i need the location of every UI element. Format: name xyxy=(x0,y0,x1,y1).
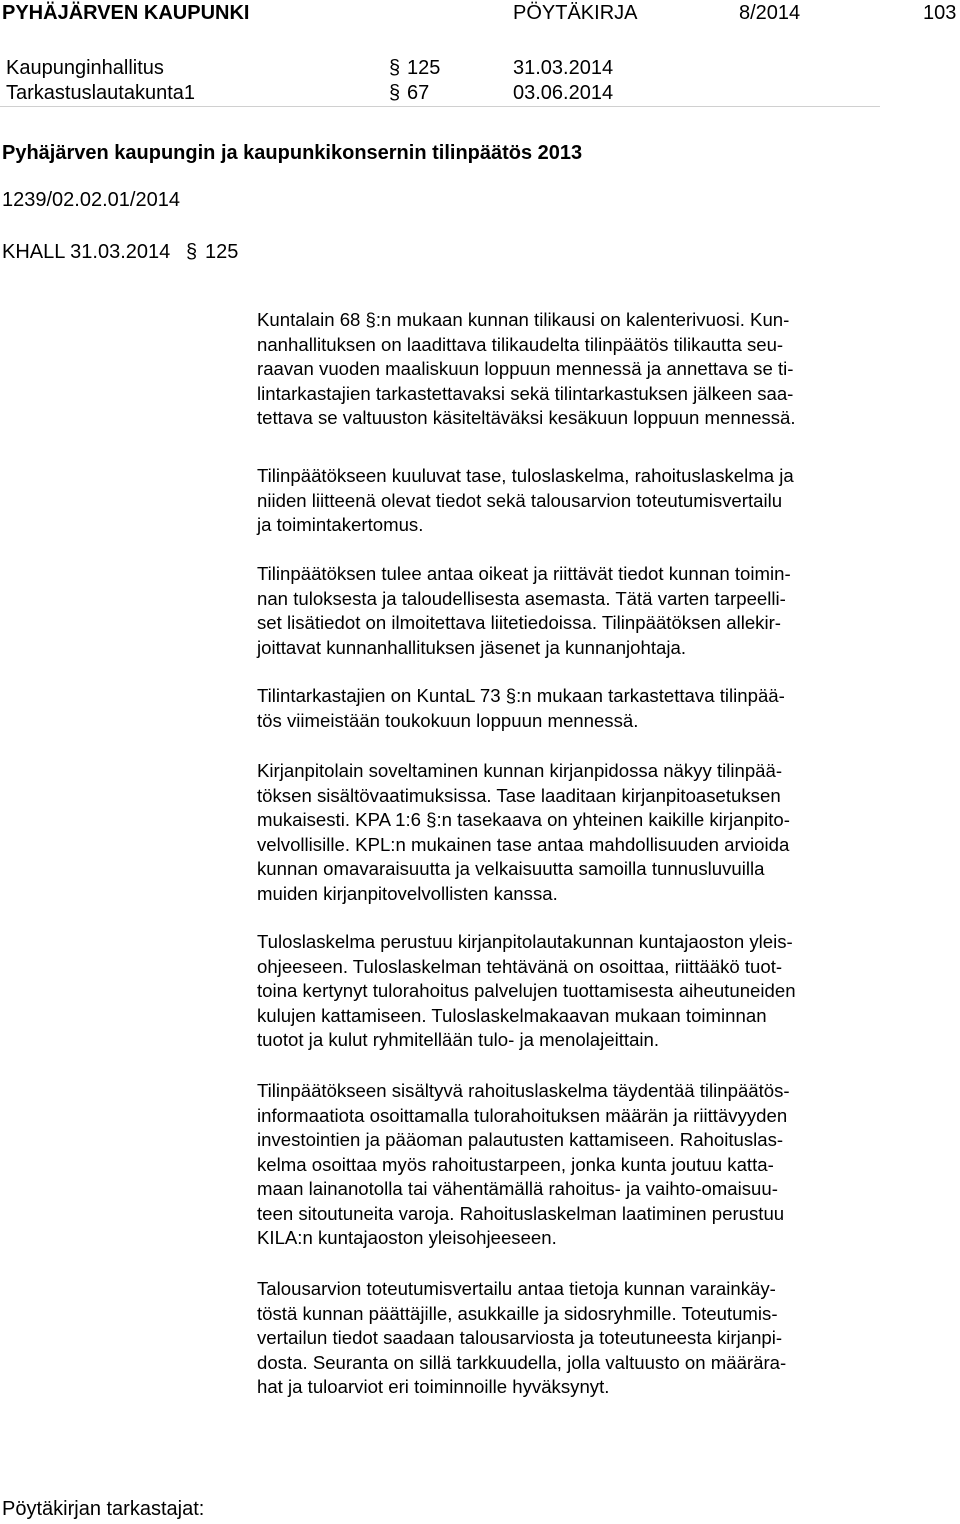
paragraph-5-line: kunnan omavaraisuutta ja velkaisuutta samoilla tunnusluvuilla xyxy=(257,858,765,879)
paragraph-5-line: töksen sisältövaatimuksissa. Tase laaditaan kirjanpitoasetuksen xyxy=(257,784,781,806)
meeting-date-1: 31.03.2014 xyxy=(513,57,614,79)
paragraph-6-line: tuotot ja kulut ryhmitellään tulo- ja menolajeittain. xyxy=(257,1029,660,1050)
paragraph-3-line: nan tuloksesta ja taloudellisesta asemasta. Tätä varten tarpeelli- xyxy=(257,587,786,609)
paragraph-7-line: investointien ja pääoman palautusten kattamiseen. Rahoituslas- xyxy=(257,1129,784,1150)
meeting-body-1: Kaupunginhallitus xyxy=(6,57,164,79)
meeting-date-2: 03.06.2014 xyxy=(513,82,614,104)
paragraph-5-line: velvollisille. KPL:n mukainen tase antaa mahdollisuuden arvioida xyxy=(257,833,790,855)
diary-number: 1239/02.02.01/2014 xyxy=(2,189,180,211)
paragraph-1-line: nanhallituksen on laadittava tilikaudelta tilinpäätös tilikautta seu- xyxy=(257,333,784,355)
paragraph-5-line: muiden kirjanpitovelvollisten kanssa. xyxy=(257,882,558,904)
page-number: 103 xyxy=(923,2,957,24)
paragraph-2-line: niiden liitteenä olevat tiedot sekä talousarvion toteutumisvertailu xyxy=(257,489,783,511)
paragraph-7-line: informaatiota osoittamalla tulorahoituksen määrän ja riittävyyden xyxy=(257,1104,788,1126)
paragraph-4-line: tös viimeistään toukokuun loppuun mennessä. xyxy=(257,709,639,731)
paragraph-1-line: tettava se valtuuston käsiteltäväksi kesäkuun loppuun mennessä. xyxy=(257,407,796,428)
paragraph-8-line: dosta. Seuranta on sillä tarkkuudella, jolla valtuusto on määrära- xyxy=(257,1351,787,1373)
khall-reference: KHALL 31.03.2014 xyxy=(2,241,171,263)
paragraph-5-line: mukaisesti. KPA 1:6 §:n tasekaava on yhteinen kaikille kirjanpito- xyxy=(257,809,790,830)
paragraph-8-line: vertailun tiedot saadaan talousarviosta ja toteutuneesta kirjanpi- xyxy=(257,1327,783,1348)
header-divider xyxy=(0,106,880,107)
section-sign-icon: § xyxy=(389,57,401,79)
paragraph-1-line: Kuntalain 68 §:n mukaan kunnan tilikausi on kalenterivuosi. Kun- xyxy=(257,309,790,330)
paragraph-6-line: Tuloslaskelma perustuu kirjanpitolautakunnan kuntajaoston yleis- xyxy=(257,931,793,952)
paragraph-7-line: maan lainanotolla tai vähentämällä rahoitus- ja vaihto-omaisuu- xyxy=(257,1178,778,1199)
document-type: PÖYTÄKIRJA xyxy=(513,2,638,24)
meeting-body-2: Tarkastuslautakunta1 xyxy=(6,82,196,104)
meeting-section-1: 125 xyxy=(407,57,441,79)
paragraph-1-line: raavan vuoden maaliskuun loppuun mennessä ja annettava se ti- xyxy=(257,358,794,379)
section-sign-icon: § xyxy=(186,241,198,263)
minutes-checkers-label: Pöytäkirjan tarkastajat: xyxy=(2,1498,205,1520)
section-sign-icon: § xyxy=(389,82,401,104)
paragraph-7-line: KILA:n kuntajaoston yleisohjeeseen. xyxy=(257,1227,557,1248)
organization-name: PYHÄJÄRVEN KAUPUNKI xyxy=(2,2,250,24)
khall-section: 125 xyxy=(205,241,239,263)
paragraph-6-line: ohjeeseen. Tuloslaskelman tehtävänä on osoittaa, riittääkö tuot- xyxy=(257,955,783,977)
paragraph-3-line: joittavat kunnanhallituksen jäsenet ja kunnanjohtaja. xyxy=(257,636,686,658)
paragraph-8-line: töstä kunnan päättäjille, asukkaille ja sidosryhmille. Toteutumis- xyxy=(257,1302,778,1324)
paragraph-7-line: kelma osoittaa myös rahoitustarpeen, jonka kunta joutuu katta- xyxy=(257,1153,774,1175)
paragraph-2-line: ja toimintakertomus. xyxy=(257,514,424,535)
paragraph-6-line: toina kertynyt tulorahoitus palvelujen tuottamisesta aiheutuneiden xyxy=(257,980,796,1001)
paragraph-5-line: Kirjanpitolain soveltaminen kunnan kirjanpidossa näkyy tilinpää- xyxy=(257,760,783,781)
paragraph-7-line: Tilinpäätökseen sisältyvä rahoituslaskelma täydentää tilinpäätös- xyxy=(257,1080,790,1101)
paragraph-2-line: Tilinpäätökseen kuuluvat tase, tuloslaskelma, rahoituslaskelma ja xyxy=(257,465,794,486)
meeting-section-2: 67 xyxy=(407,82,430,104)
paragraph-1-line: lintarkastajien tarkastettavaksi sekä tilintarkastuksen jälkeen saa- xyxy=(257,382,794,404)
paragraph-8-line: hat ja tuloarviot eri toiminnoille hyväksynyt. xyxy=(257,1376,610,1397)
issue-number: 8/2014 xyxy=(739,2,801,24)
paragraph-3-line: set lisätiedot on ilmoitettava liitetiedoissa. Tilinpäätöksen allekir- xyxy=(257,612,781,633)
paragraph-8-line: Talousarvion toteutumisvertailu antaa tietoja kunnan varainkäy- xyxy=(257,1278,776,1299)
paragraph-6-line: kulujen kattamiseen. Tuloslaskelmakaavan mukaan toiminnan xyxy=(257,1004,767,1026)
paragraph-7-line: teen sitoutuneita varoja. Rahoituslaskelman laatiminen perustuu xyxy=(257,1202,785,1224)
paragraph-4-line: Tilintarkastajien on KuntaL 73 §:n mukaan tarkastettava tilinpää- xyxy=(257,685,785,706)
paragraph-3-line: Tilinpäätöksen tulee antaa oikeat ja riittävät tiedot kunnan toimin- xyxy=(257,563,791,584)
page-title: Pyhäjärven kaupungin ja kaupunkikonsernin tilinpäätös 2013 xyxy=(2,142,583,164)
